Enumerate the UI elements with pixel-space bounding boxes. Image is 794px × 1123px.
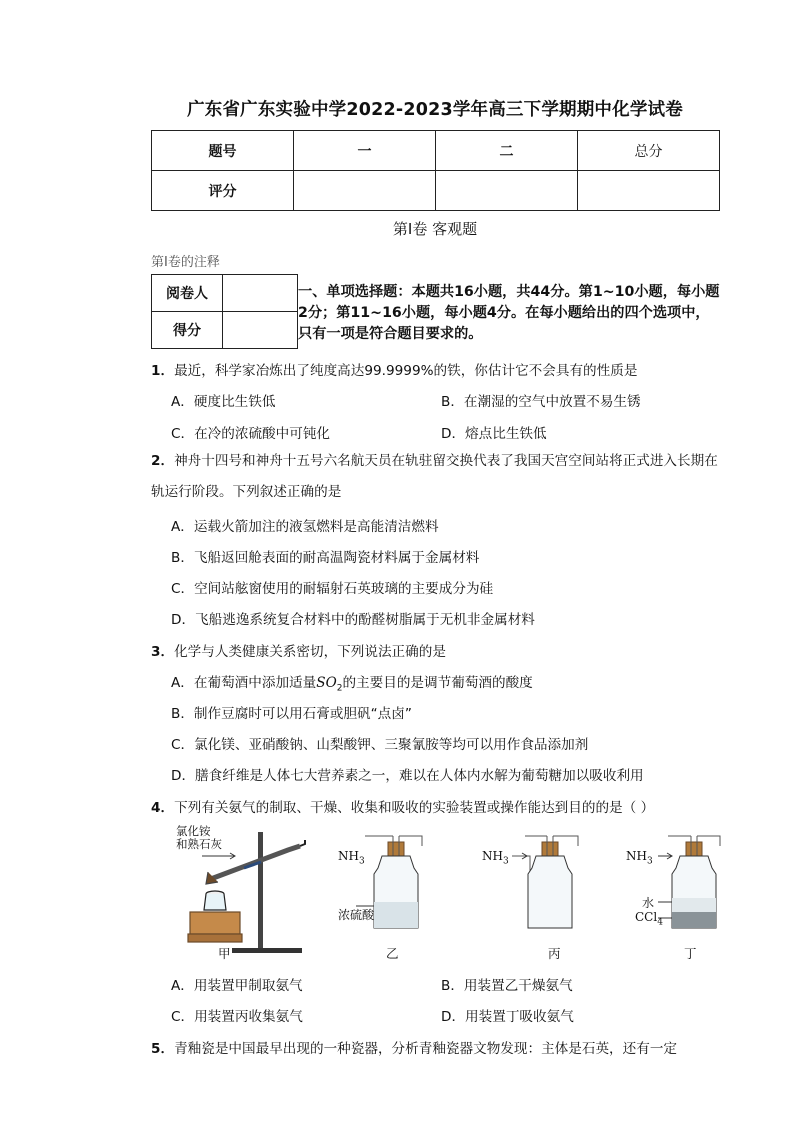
option-b[interactable]: B．飞船返回舱表面的耐高温陶瓷材料属于金属材料 <box>171 550 480 566</box>
option-d[interactable]: D．用装置丁吸收氨气 <box>441 1009 574 1025</box>
option-a[interactable]: A．硬度比生铁低 <box>171 394 276 410</box>
option-b[interactable]: B．制作豆腐时可以用石膏或胆矾“点卤” <box>171 706 412 722</box>
score-table-header: 二 <box>436 131 578 171</box>
caption-jia: 甲 <box>218 946 231 961</box>
question-number: 3． <box>151 644 175 660</box>
score-row-label: 评分 <box>152 171 294 211</box>
apparatus-bing <box>512 836 578 928</box>
question-number: 1． <box>151 363 175 379</box>
option-c[interactable]: C．用装置丙收集氨气 <box>171 1009 303 1025</box>
option-b[interactable]: B．在潮湿的空气中放置不易生锈 <box>441 394 641 410</box>
score-table-header: 总分 <box>578 131 720 171</box>
question-number: 5． <box>151 1041 175 1057</box>
option-c[interactable]: C．在冷的浓硫酸中可钝化 <box>171 426 331 442</box>
question-stem: 神舟十四号和神舟十五号六名航天员在轨驻留交换代表了我国天宫空间站将正式进入长期在轨运行阶段。下列叙述正确的是 <box>151 453 718 500</box>
nh3-label-ding: $NH_3$ <box>626 849 653 867</box>
option-text: A．在葡萄酒中添加适量 <box>171 675 317 691</box>
option-b[interactable]: B．用装置乙干燥氨气 <box>441 978 573 994</box>
score-table-header: 一 <box>294 131 436 171</box>
formula-subscript: 2 <box>336 683 343 694</box>
option-c[interactable]: C．空间站舷窗使用的耐辐射石英玻璃的主要成分为硅 <box>171 581 494 597</box>
caption-ding: 丁 <box>684 946 697 961</box>
reagent-label-line-2: 和熟石灰 <box>176 837 222 851</box>
reviewer-score-cell[interactable] <box>223 312 298 349</box>
nh3-label-bing: $NH_3$ <box>482 849 509 867</box>
apparatus-drawing <box>160 822 730 962</box>
question-stem: 青釉瓷是中国最早出现的一种瓷器，分析青釉瓷器文物发现：主体是石英，还有一定 <box>174 1041 678 1057</box>
apparatus-figure <box>160 822 730 962</box>
apparatus-ding <box>658 836 720 928</box>
score-cell[interactable] <box>578 171 720 211</box>
water-label: 水 <box>642 896 655 910</box>
score-table <box>151 130 720 211</box>
reagent-label <box>176 825 222 851</box>
chemical-formula: SO <box>316 675 337 691</box>
caption-bing: 丙 <box>548 946 561 961</box>
question-3 <box>151 640 446 660</box>
question-stem: 化学与人类健康关系密切，下列说法正确的是 <box>174 644 446 660</box>
exam-title: 广东省广东实验中学2022-2023学年高三下学期期中化学试卷 <box>187 100 683 120</box>
question-4 <box>151 796 654 816</box>
option-d[interactable]: D．飞船逃逸系统复合材料中的酚醛树脂属于无机非金属材料 <box>171 612 535 628</box>
question-2 <box>151 446 723 508</box>
question-5 <box>151 1037 677 1057</box>
option-d[interactable]: D．膳食纤维是人体七大营养素之一，难以在人体内水解为葡萄糖加以吸收利用 <box>171 768 644 784</box>
reagent-label-line-1: 氯化铵 <box>176 824 211 838</box>
reviewer-cell[interactable] <box>223 275 298 312</box>
score-cell[interactable] <box>294 171 436 211</box>
ccl4-label: CCl$_4$ <box>635 910 663 928</box>
question-1 <box>151 359 637 379</box>
question-number: 2． <box>151 453 175 469</box>
option-a[interactable] <box>171 671 533 694</box>
option-c[interactable]: C．氯化镁、亚硝酸钠、山梨酸钾、三聚氰胺等均可以用作食品添加剂 <box>171 737 589 753</box>
score-cell[interactable] <box>436 171 578 211</box>
question-number: 4． <box>151 800 175 816</box>
question-stem: 最近，科学家冶炼出了纯度高达99.9999%的铁，你估计它不会具有的性质是 <box>174 363 638 379</box>
reviewer-score-label: 得分 <box>152 312 223 349</box>
conc-sulfuric-acid-label: 浓硫酸 <box>338 908 375 922</box>
reviewer-table <box>151 274 298 349</box>
score-table-header: 题号 <box>152 131 294 171</box>
reviewer-label: 阅卷人 <box>152 275 223 312</box>
question-stem: 下列有关氨气的制取、干燥、收集和吸收的实验装置或操作能达到目的的是（ ） <box>174 800 655 816</box>
option-text-tail: 的主要目的是调节葡萄酒的酸度 <box>342 675 533 691</box>
section-description: 一、单项选择题：本题共16小题，共44分。第1~10小题，每小题2分；第11~16小题，每小题4分。在每小题给出的四个选项中，只有一项是符合题目要求的。 <box>298 284 720 342</box>
nh3-label-yi: $NH_3$ <box>338 849 365 867</box>
volume-notes: 第Ⅰ卷的注释 <box>151 255 220 270</box>
caption-yi: 乙 <box>386 946 399 961</box>
option-d[interactable]: D．熔点比生铁低 <box>441 426 547 442</box>
option-a[interactable]: A．运载火箭加注的液氢燃料是高能清洁燃料 <box>171 519 439 535</box>
option-a[interactable]: A．用装置甲制取氨气 <box>171 978 303 994</box>
volume-title: 第Ⅰ卷 客观题 <box>392 220 478 238</box>
